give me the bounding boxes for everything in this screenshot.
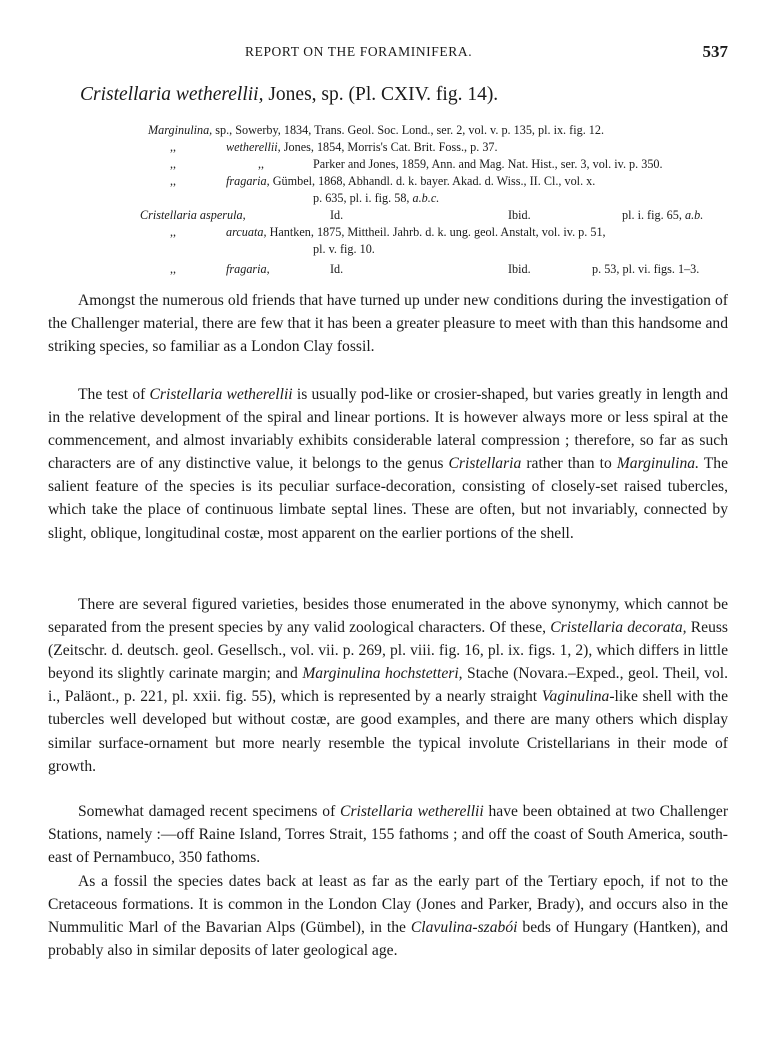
synonymy-id: Id. (330, 208, 344, 222)
synonymy-ditto-mark: ,, (170, 174, 177, 188)
synonymy-continuation: p. 635, pl. i. fig. 58, a.b.c. (313, 191, 440, 205)
synonymy-ibid: Ibid. (508, 208, 531, 222)
species-name: Cristellaria wetherellii, (80, 84, 264, 105)
synonymy-entry: wetherellii, Jones, 1854, Morris's Cat. Brit. Foss., p. 37. (226, 140, 498, 154)
running-head: REPORT ON THE FORAMINIFERA. (245, 44, 473, 59)
page-number: 537 (702, 42, 728, 61)
page-header (245, 44, 728, 66)
synonymy-ibid: Ibid. (508, 262, 531, 276)
paragraph-fossil-record: As a fossil the species dates back at least as far as the early part of the Tertiary epoch, if not to the Cretaceous formations. It is common in the London Clay (Jones and Parker, Brady), and occurs also in the Nummulitic Marl of the Bavarian Alps (Gümbel), in the Clavulina-szabói beds of Hungary (Hantken), and probably also in similar deposits of later geological age. (48, 873, 728, 960)
synonymy-entry: arcuata, Hantken, 1875, Mittheil. Jahrb. d. k. ung. geol. Anstalt, vol. iv. p. 51, (226, 225, 606, 239)
synonymy-entry: Parker and Jones, 1859, Ann. and Mag. Nat. Hist., ser. 3, vol. iv. p. 350. (313, 157, 663, 171)
synonymy-entry: fragaria, (226, 262, 270, 276)
species-title (80, 84, 498, 106)
paragraph-varieties: There are several figured varieties, besides those enumerated in the above synonymy, which cannot be separated from the present species by any valid zoological characters. Of these, Cristellaria decorata, Reuss (Zeitschr. d. deutsch. geol. Gesellsch., vol. vii. p. 269, pl. viii. fig. 16, pl. ix. figs. 1, 2), which differs in little beyond its slightly carinate margin; and Marginulina hochstetteri, Stache (Novara.–Exped., geol. Theil, vol. i., Paläont., p. 221, pl. xxii. fig. 55), which is represented by a nearly straight Vaginulina-like shell with the tubercles well developed but without costæ, are good examples, and there are many others which display similar surface-ornament but more nearly resemble the typical involute Cristellarians in their mode of growth. (48, 596, 729, 775)
synonymy-ditto-mark: ,, (170, 262, 177, 276)
species-author: Jones, sp. (Pl. CXIV. fig. 14). (263, 84, 499, 105)
synonymy-ditto-mark: ,, (170, 225, 177, 239)
synonymy-continuation: pl. v. fig. 10. (313, 242, 375, 256)
synonymy-ditto-mark: ,, (170, 140, 177, 154)
paragraph-recent-specimens: Somewhat damaged recent specimens of Cristellaria wetherellii have been obtained at two Challenger Stations, namely :—off Raine Island, Torres Strait, 155 fathoms ; and off the coast of South America, south-east of Pernambuco, 350 fathoms. (48, 803, 729, 867)
paragraph-intro: Amongst the numerous old friends that have turned up under new conditions during the investigation of the Challenger material, there are few that it has been a greater pleasure to meet with than this handsome and striking species, so familiar as a London Clay fossil. (48, 292, 728, 356)
synonymy-ditto-mark: ,, (258, 157, 265, 171)
synonymy-entry: fragaria, Gümbel, 1868, Abhandl. d. k. bayer. Akad. d. Wiss., II. Cl., vol. x. (226, 174, 596, 188)
synonymy-ref: pl. i. fig. 65, a.b. (622, 208, 704, 222)
synonymy-ditto-mark: ,, (170, 157, 177, 171)
synonymy-entry: Cristellaria asperula, (140, 208, 246, 222)
paragraph-test-description: The test of Cristellaria wetherellii is usually pod-like or crosier-shaped, but varies greatly in length and in the relative development of the spiral and linear portions. It is however always more or less spiral at the commencement, and almost invariably exhibits considerable lateral compression ; therefore, so far as such characters are of any distinctive value, it belongs to the genus Cristellaria rather than to Marginulina. The salient feature of the species is its peculiar surface-decoration, consisting of closely-set raised tubercles, which take the place of continuous limbate septal lines. These are often, but not invariably, connected by slight, oblique, longitudinal costæ, most apparent on the earlier portions of the shell. (48, 386, 728, 542)
synonymy-entry: Marginulina, sp., Sowerby, 1834, Trans. Geol. Soc. Lond., ser. 2, vol. v. p. 135, pl. ix. fig. 12. (148, 123, 605, 137)
synonymy-ref: p. 53, pl. vi. figs. 1–3. (592, 262, 700, 276)
synonymy-id: Id. (330, 262, 344, 276)
